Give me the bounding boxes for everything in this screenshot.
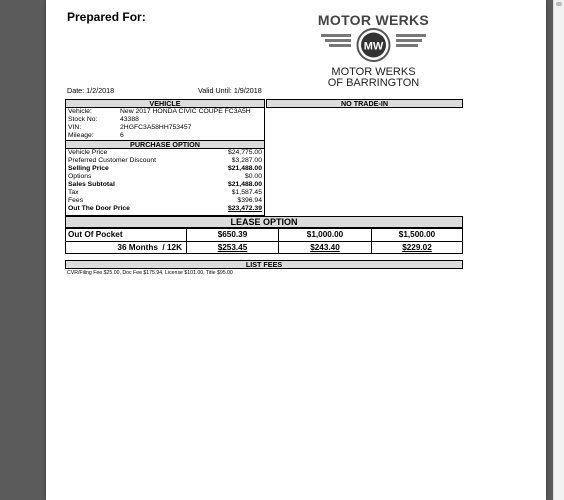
- lease-term-label: 36 Months / 12K: [117, 243, 182, 252]
- out-of-pocket-value: $650.39: [186, 229, 278, 241]
- purchase-row: Tax $1,587.45: [68, 189, 262, 196]
- purchase-row: Selling Price $21,488.00: [68, 165, 262, 172]
- lease-table: [65, 228, 463, 254]
- purchase-option-header: PURCHASE OPTION: [65, 140, 265, 149]
- out-of-pocket-label: Out Of Pocket: [68, 230, 123, 239]
- purchase-row: Vehicle Price $24,775.00: [68, 149, 262, 156]
- logo-monogram: MW: [363, 40, 384, 53]
- lease-payment-row: [66, 242, 462, 254]
- lease-option-header: LEASE OPTION: [65, 216, 463, 228]
- logo-line2: OF BARRINGTON: [327, 77, 420, 89]
- trade-in-header: NO TRADE-IN: [266, 99, 463, 108]
- scrollbar-thumb[interactable]: [556, 2, 562, 6]
- purchase-row: Options $0.00: [68, 173, 262, 180]
- vehicle-header: VEHICLE: [65, 99, 265, 108]
- out-of-pocket-value: $1,000.00: [278, 229, 371, 241]
- dealer-logo: [311, 12, 436, 100]
- lease-out-of-pocket-row: [66, 229, 462, 241]
- document-page: [46, 0, 546, 500]
- purchase-details: [65, 149, 265, 216]
- vehicle-details: [65, 108, 265, 141]
- lease-payment-value: $243.40: [278, 242, 371, 254]
- logo-emblem: [311, 28, 436, 62]
- list-fees-header: LIST FEES: [65, 260, 463, 269]
- quote-date: Date: 1/2/2018: [67, 86, 115, 95]
- purchase-row: Out The Door Price $23,472.39: [68, 205, 262, 212]
- logo-brand: MOTOR WERKS: [317, 12, 430, 28]
- out-of-pocket-value: $1,500.00: [371, 229, 462, 241]
- vehicle-row: Vehicle: New 2017 HONDA CIVIC COUPE FC3A5H: [68, 108, 251, 115]
- vehicle-row: Stock No: 43388: [68, 116, 139, 123]
- lease-payment-value: $253.45: [186, 242, 278, 254]
- valid-until: Valid Until: 1/9/2018: [198, 86, 262, 95]
- vehicle-row: VIN: 2HGFC3A58HH753457: [68, 124, 192, 131]
- purchase-row: Preferred Customer Discount $3,287.00: [68, 157, 262, 164]
- vehicle-row: Mileage: 6: [68, 132, 124, 139]
- vertical-scrollbar[interactable]: [553, 0, 564, 500]
- list-fees-text: CVR/Filing Fee $25.00, Doc Fee $175.94, License $101.00, Title $95.00: [67, 270, 233, 276]
- purchase-row: Fees $396.94: [68, 197, 262, 204]
- lease-payment-value: $229.02: [371, 242, 462, 254]
- prepared-for-heading: Prepared For:: [67, 10, 146, 24]
- purchase-row: Sales Subtotal $21,488.00: [68, 181, 262, 188]
- logo-line1: MOTOR WERKS: [331, 66, 416, 78]
